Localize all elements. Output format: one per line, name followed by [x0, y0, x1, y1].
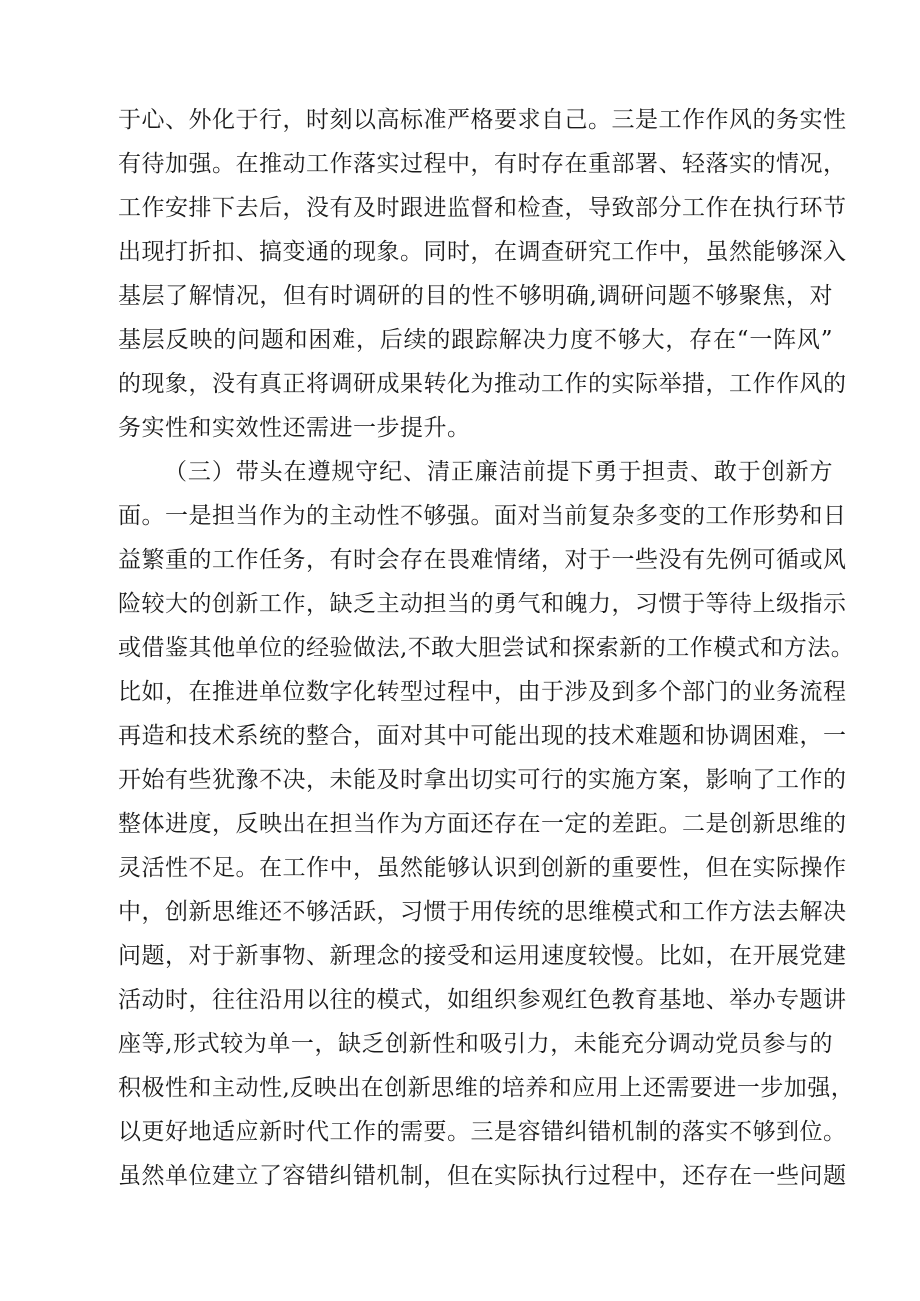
- paragraph-line: 益繁重的工作任务，有时会存在畏难情绪，对于一些没有先例可循或风: [118, 547, 847, 573]
- paragraph-line: 积极性和主动性,反映出在创新思维的培养和应用上还需要进一步加强，: [118, 1075, 855, 1101]
- paragraph-line: 再造和技术系统的整合，面对其中可能出现的技术难题和协调困难，一: [118, 723, 847, 749]
- paragraph-line: 工作安排下去后，没有及时跟进监督和检查，导致部分工作在执行环节: [118, 195, 847, 221]
- section-heading-line: （三）带头在遵规守纪、清正廉洁前提下勇于担责、敢于创新方: [164, 459, 833, 485]
- paragraph-line: 开始有些犹豫不决，未能及时拿出切实可行的实施方案，影响了工作的: [118, 767, 847, 793]
- paragraph-line: 中，创新思维还不够活跃，习惯于用传统的思维模式和工作方法去解决: [118, 899, 847, 925]
- paragraph-line: 活动时，往往沿用以往的模式，如组织参观红色教育基地、举办专题讲: [118, 987, 847, 1013]
- paragraph-line: 以更好地适应新时代工作的需要。三是容错纠错机制的落实不够到位。: [118, 1119, 847, 1145]
- paragraph-line: 险较大的创新工作，缺乏主动担当的勇气和魄力，习惯于等待上级指示: [118, 591, 847, 617]
- paragraph-line: 整体进度，反映出在担当作为方面还存在一定的差距。二是创新思维的: [118, 811, 847, 837]
- paragraph-line: 问题，对于新事物、新理念的接受和运用速度较慢。比如，在开展党建: [118, 943, 847, 969]
- paragraph-line: 于心、外化于行，时刻以高标准严格要求自己。三是工作作风的务实性: [118, 107, 847, 133]
- paragraph-line: 有待加强。在推动工作落实过程中，有时存在重部署、轻落实的情况，: [118, 151, 847, 177]
- paragraph-line: 灵活性不足。在工作中，虽然能够认识到创新的重要性，但在实际操作: [118, 855, 847, 881]
- paragraph-line: 或借鉴其他单位的经验做法,不敢大胆尝试和探索新的工作模式和方法。: [118, 635, 855, 661]
- paragraph-line: 务实性和实效性还需进一步提升。: [118, 415, 471, 441]
- paragraph-line: 出现打折扣、搞变通的现象。同时，在调查研究工作中，虽然能够深入: [118, 239, 847, 265]
- paragraph-line: 基层反映的问题和困难，后续的跟踪解决力度不够大，存在“一阵风”: [118, 327, 833, 353]
- paragraph-line: 的现象，没有真正将调研成果转化为推动工作的实际举措，工作作风的: [118, 371, 847, 397]
- paragraph-line: 虽然单位建立了容错纠错机制，但在实际执行过程中，还存在一些问题: [118, 1163, 847, 1189]
- paragraph-line: 面。一是担当作为的主动性不够强。面对当前复杂多变的工作形势和日: [118, 503, 847, 529]
- paragraph-line: 比如，在推进单位数字化转型过程中，由于涉及到多个部门的业务流程: [118, 679, 847, 705]
- paragraph-line: 座等,形式较为单一，缺乏创新性和吸引力，未能充分调动党员参与的: [118, 1031, 833, 1057]
- paragraph-line: 基层了解情况，但有时调研的目的性不够明确,调研问题不够聚焦，对: [118, 283, 833, 309]
